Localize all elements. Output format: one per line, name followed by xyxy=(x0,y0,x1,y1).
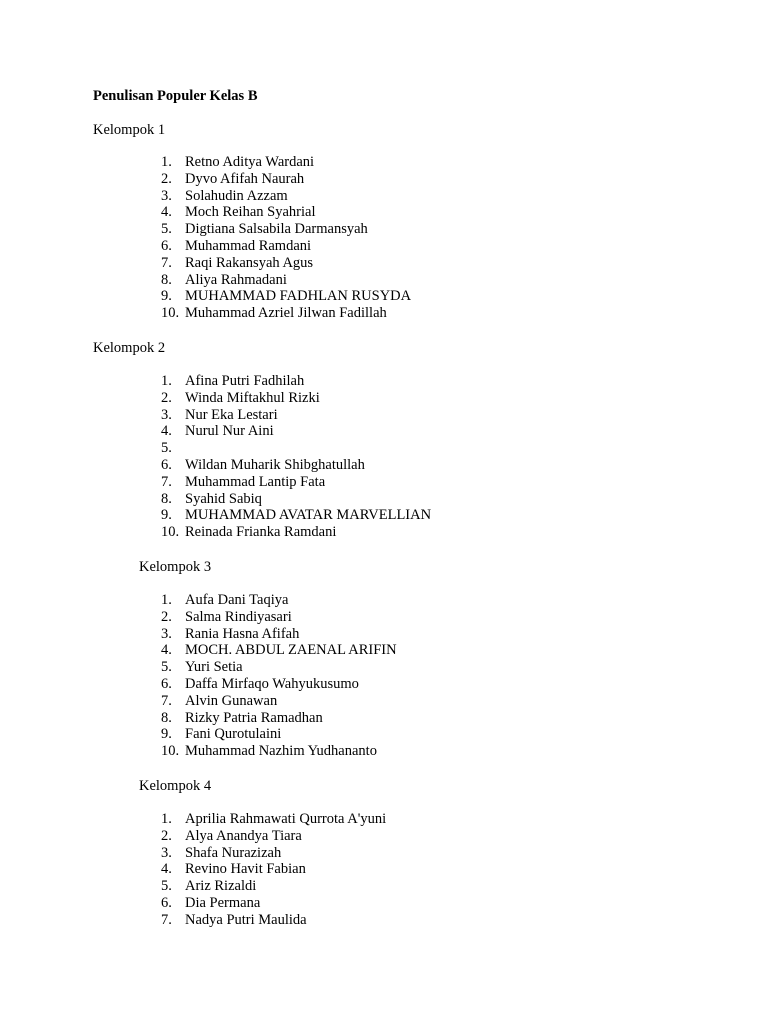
item-number: 7. xyxy=(161,473,172,490)
item-number: 9. xyxy=(161,726,172,743)
list-item xyxy=(161,407,431,424)
item-number: 1. xyxy=(161,811,172,827)
member-name: Nur Eka Lestari xyxy=(185,406,278,423)
item-number: 6. xyxy=(161,894,172,911)
list-item xyxy=(161,609,397,626)
item-number: 4. xyxy=(161,642,172,659)
item-number: 4. xyxy=(161,423,172,440)
list-item xyxy=(161,423,431,440)
list-item xyxy=(161,912,386,929)
member-name: Retno Aditya Wardani xyxy=(185,154,315,170)
group-heading-2: Kelompok 2 xyxy=(93,340,166,356)
member-name: MUHAMMAD FADHLAN RUSYDA xyxy=(185,288,412,305)
member-list-group-3 xyxy=(161,592,397,760)
member-name: Afina Putri Fadhilah xyxy=(185,373,305,389)
member-name: Rania Hasna Afifah xyxy=(185,625,300,642)
member-name: Aliya Rahmadani xyxy=(185,271,287,288)
member-name: Moch Reihan Syahrial xyxy=(185,204,316,221)
item-number: 2. xyxy=(161,170,172,187)
member-name: Muhammad Nazhim Yudhananto xyxy=(185,743,377,760)
list-item xyxy=(161,693,397,710)
group-heading-4: Kelompok 4 xyxy=(139,778,212,794)
list-item xyxy=(161,710,397,727)
member-list-group-1 xyxy=(161,154,411,322)
item-number: 10. xyxy=(161,524,180,541)
list-item xyxy=(161,373,431,390)
item-number: 5. xyxy=(161,878,172,895)
list-item xyxy=(161,288,411,305)
list-item xyxy=(161,507,431,524)
member-name: Ariz Rizaldi xyxy=(185,878,257,895)
member-name: Dyvo Afifah Naurah xyxy=(185,170,305,187)
item-number: 9. xyxy=(161,507,172,524)
item-number: 6. xyxy=(161,675,172,692)
group-heading-1: Kelompok 1 xyxy=(93,122,166,138)
member-name: MOCH. ABDUL ZAENAL ARIFIN xyxy=(185,642,397,659)
member-name: Aprilia Rahmawati Qurrota A'yuni xyxy=(185,811,387,827)
item-number: 2. xyxy=(161,389,172,406)
list-item xyxy=(161,390,431,407)
member-name: Muhammad Lantip Fata xyxy=(185,473,326,490)
list-item xyxy=(161,221,411,238)
item-number: 5. xyxy=(161,221,172,238)
item-number: 5. xyxy=(161,440,172,457)
list-item xyxy=(161,592,397,609)
item-number: 2. xyxy=(161,827,172,844)
list-item xyxy=(161,204,411,221)
item-number: 3. xyxy=(161,406,172,423)
list-item xyxy=(161,474,431,491)
item-number: 4. xyxy=(161,861,172,878)
member-name: Salma Rindiyasari xyxy=(185,608,292,625)
list-item xyxy=(161,878,386,895)
list-item xyxy=(161,811,386,828)
member-name: Revino Havit Fabian xyxy=(185,861,306,878)
item-number: 7. xyxy=(161,692,172,709)
item-number: 3. xyxy=(161,187,172,204)
member-name: Reinada Frianka Ramdani xyxy=(185,524,337,541)
list-item xyxy=(161,676,397,693)
member-name: Rizky Patria Ramadhan xyxy=(185,709,323,726)
item-number: 7. xyxy=(161,254,172,271)
list-item xyxy=(161,491,431,508)
member-name: Winda Miftakhul Rizki xyxy=(185,389,320,406)
member-list-group-4 xyxy=(161,811,386,929)
member-name: Alya Anandya Tiara xyxy=(185,827,302,844)
member-name: Raqi Rakansyah Agus xyxy=(185,254,314,271)
list-item xyxy=(161,440,431,457)
list-item xyxy=(161,171,411,188)
member-name: Shafa Nurazizah xyxy=(185,844,282,861)
member-name: Fani Qurotulaini xyxy=(185,726,282,743)
member-name: Alvin Gunawan xyxy=(185,692,278,709)
member-name: Daffa Mirfaqo Wahyukusumo xyxy=(185,675,359,692)
list-item xyxy=(161,659,397,676)
member-name: Yuri Setia xyxy=(185,659,243,676)
item-number: 8. xyxy=(161,271,172,288)
item-number: 5. xyxy=(161,659,172,676)
list-item xyxy=(161,188,411,205)
item-number: 1. xyxy=(161,154,172,170)
list-item xyxy=(161,524,431,541)
item-number: 8. xyxy=(161,709,172,726)
item-number: 8. xyxy=(161,490,172,507)
item-number: 3. xyxy=(161,844,172,861)
member-name: Solahudin Azzam xyxy=(185,187,288,204)
member-name: Dia Permana xyxy=(185,894,261,911)
list-item xyxy=(161,895,386,912)
list-item xyxy=(161,828,386,845)
list-item xyxy=(161,238,411,255)
item-number: 10. xyxy=(161,305,180,322)
list-item xyxy=(161,845,386,862)
member-name: Muhammad Ramdani xyxy=(185,237,312,254)
member-name: Digtiana Salsabila Darmansyah xyxy=(185,221,368,238)
list-item xyxy=(161,305,411,322)
item-number: 7. xyxy=(161,911,172,928)
item-number: 3. xyxy=(161,625,172,642)
item-number: 9. xyxy=(161,288,172,305)
item-number: 6. xyxy=(161,456,172,473)
item-number: 2. xyxy=(161,608,172,625)
item-number: 6. xyxy=(161,237,172,254)
member-name: Muhammad Azriel Jilwan Fadillah xyxy=(185,305,387,322)
item-number: 1. xyxy=(161,373,172,389)
group-heading-3: Kelompok 3 xyxy=(139,559,212,575)
member-name: Syahid Sabiq xyxy=(185,490,262,507)
member-name: Aufa Dani Taqiya xyxy=(185,592,289,608)
item-number: 4. xyxy=(161,204,172,221)
list-item xyxy=(161,272,411,289)
document-title: Penulisan Populer Kelas B xyxy=(93,88,258,104)
list-item xyxy=(161,726,397,743)
member-name: MUHAMMAD AVATAR MARVELLIAN xyxy=(185,507,432,524)
list-item xyxy=(161,642,397,659)
list-item xyxy=(161,861,386,878)
list-item xyxy=(161,626,397,643)
member-list-group-2 xyxy=(161,373,431,541)
member-name: Nurul Nur Aini xyxy=(185,423,274,440)
list-item xyxy=(161,255,411,272)
member-name: Wildan Muharik Shibghatullah xyxy=(185,456,365,473)
member-name: Nadya Putri Maulida xyxy=(185,911,307,928)
list-item xyxy=(161,457,431,474)
item-number: 1. xyxy=(161,592,172,608)
list-item xyxy=(161,743,397,760)
list-item xyxy=(161,154,411,171)
item-number: 10. xyxy=(161,743,180,760)
